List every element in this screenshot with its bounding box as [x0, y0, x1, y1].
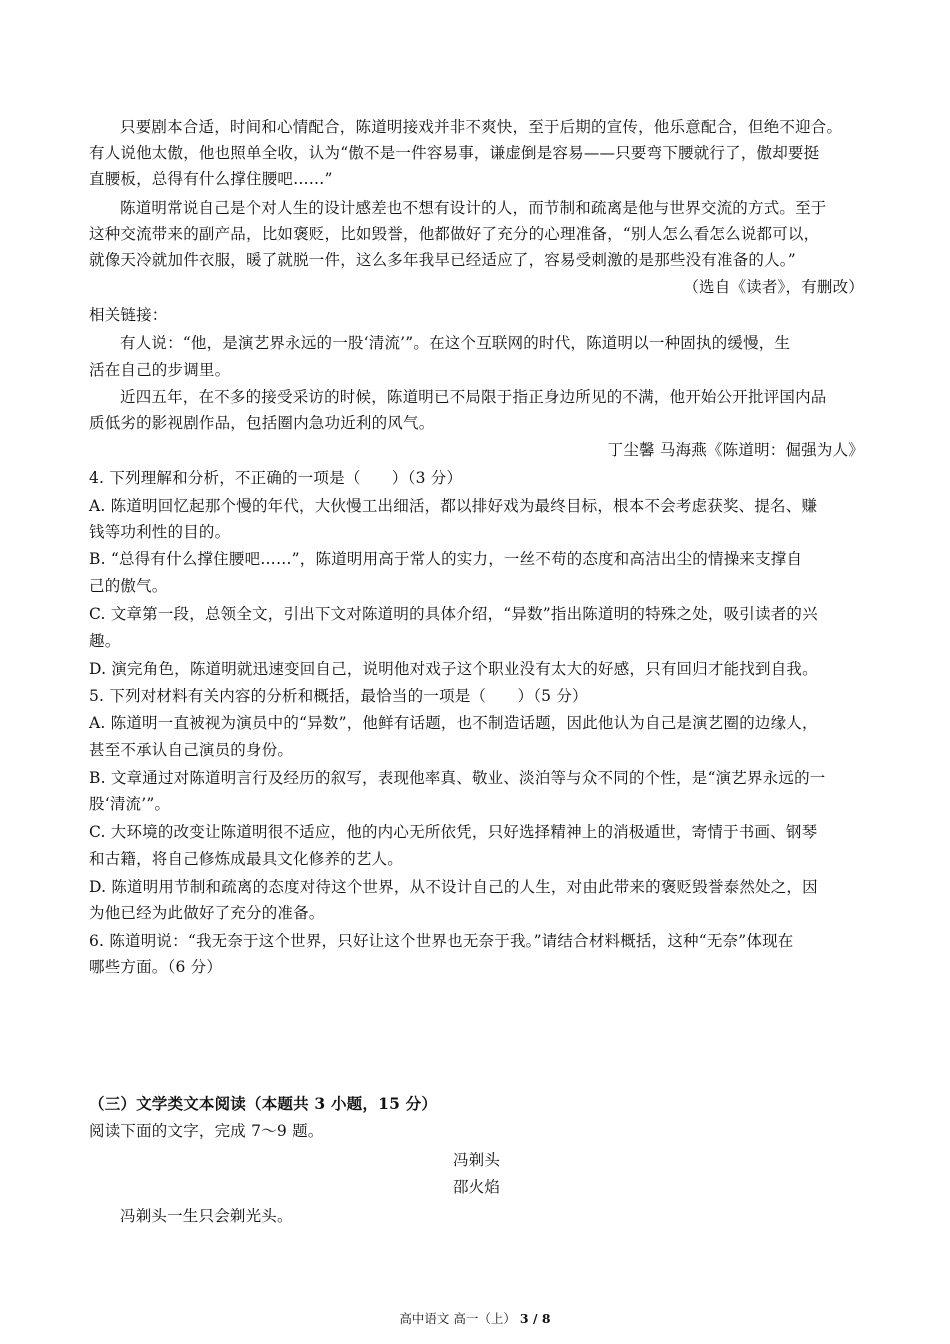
question-6: 6. 陈道明说：“我无奈于这个世界，只好让这个世界也无奈于我。”请结合材料概括，这种“无奈”体现在 [89, 932, 794, 950]
paragraph-line: 陈道明常说自己是个对人生的设计感差也不想有设计的人，而节制和疏离是他与世界交流的方式。至于 [120, 199, 827, 217]
option-line: D. 陈道明用节制和疏离的态度对待这个世界，从不设计自己的人生，对由此带来的褒贬毁誉泰然处之，因 [89, 878, 818, 896]
option-line: 股‘清流’”。 [89, 795, 171, 813]
option-line: 趣。 [89, 632, 121, 650]
option-line: C. 文章第一段，总领全文，引出下文对陈道明的具体介绍，“异数”指出陈道明的特殊之处，吸引读者的兴 [89, 605, 818, 623]
paragraph-line: 有人说他太傲，他也照单全收，认为“傲不是一件容易事，谦虚倒是容易——只要弯下腰就行了，傲却要挺 [89, 144, 820, 162]
page-number: 3 / 8 [519, 1311, 551, 1326]
related-links-heading: 相关链接： [89, 306, 168, 324]
option-line: B. 文章通过对陈道明言行及经历的叙写，表现他率真、敬业、淡泊等与众不同的个性，是“演艺界永远的一 [89, 769, 826, 787]
option-line: 和古籍，将自己修炼成最具文化修养的艺人。 [89, 850, 404, 868]
option-line: A. 陈道明一直被视为演员中的“异数”，他鲜有话题，也不制造话题，因此他认为自己是演艺圈的边缘人， [89, 714, 818, 732]
question-5: 5. 下列对材料有关内容的分析和概括，最恰当的一项是（ ）（5 分） [89, 687, 588, 705]
option-line: 为他已经为此做好了充分的准备。 [89, 904, 325, 922]
paragraph-line: 就像天冷就加件衣服，暖了就脱一件，这么多年我早已经适应了，容易受刺激的是那些没有准备的人。” [89, 251, 796, 269]
footer-label: 高中语文 高一（上） [399, 1311, 516, 1326]
page-footer [0, 1310, 950, 1328]
source-citation: 丁尘馨 马海燕《陈道明：倔强为人》 [607, 441, 864, 459]
option-line: D. 演完角色，陈道明就迅速变回自己，说明他对戏子这个职业没有太大的好感，只有回归才能找到自我。 [89, 660, 818, 678]
paragraph-line: 有人说：“他，是演艺界永远的一股‘清流’”。在这个互联网的时代，陈道明以一种固执的缓慢，生 [120, 334, 791, 352]
option-line: C. 大环境的改变让陈道明很不适应，他的内心无所依凭，只好选择精神上的消极遁世，寄情于书画、钢琴 [89, 823, 818, 841]
story-title: 冯剃头 [452, 1151, 501, 1169]
paragraph-line: 直腰板，总得有什么撑住腰吧……” [89, 170, 333, 188]
paragraph-line: 只要剧本合适，时间和心情配合，陈道明接戏并非不爽快，至于后期的宣传，他乐意配合，但绝不迎合。 [120, 118, 843, 136]
option-line: B. “总得有什么撑住腰吧……”，陈道明用高于常人的实力，一丝不苟的态度和高洁出尘的情操来支撑自 [89, 550, 803, 568]
story-first-line: 冯剃头一生只会剃光头。 [120, 1207, 293, 1225]
option-line: 己的傲气。 [89, 577, 168, 595]
source-citation: （选自《读者》，有删改） [683, 278, 864, 296]
option-line: 钱等功利性的目的。 [89, 523, 231, 541]
question-6-continued: 哪些方面。（6 分） [89, 958, 223, 976]
question-4: 4. 下列理解和分析，不正确的一项是（ ）（3 分） [89, 469, 463, 487]
section-heading: （三）文学类文本阅读（本题共 3 小题，15 分） [89, 1094, 438, 1113]
story-author: 邵火焰 [452, 1178, 501, 1196]
paragraph-line: 近四五年，在不多的接受采访的时候，陈道明已不局限于指正身边所见的不满，他开始公开批评国内品 [120, 388, 827, 406]
option-line: A. 陈道明回忆起那个慢的年代，大伙慢工出细活，都以排好戏为最终目标，根本不会考虑获奖、提名、赚 [89, 497, 818, 515]
paragraph-line: 这种交流带来的副产品，比如褒贬，比如毁誉，他都做好了充分的心理准备，“别人怎么看怎么说都可以， [89, 225, 820, 243]
instruction-line: 阅读下面的文字，完成 7～9 题。 [89, 1122, 324, 1140]
option-line: 甚至不承认自己演员的身份。 [89, 741, 294, 759]
paragraph-line: 质低劣的影视剧作品，包括圈内急功近利的风气。 [89, 414, 435, 432]
paragraph-line: 活在自己的步调里。 [89, 361, 231, 379]
